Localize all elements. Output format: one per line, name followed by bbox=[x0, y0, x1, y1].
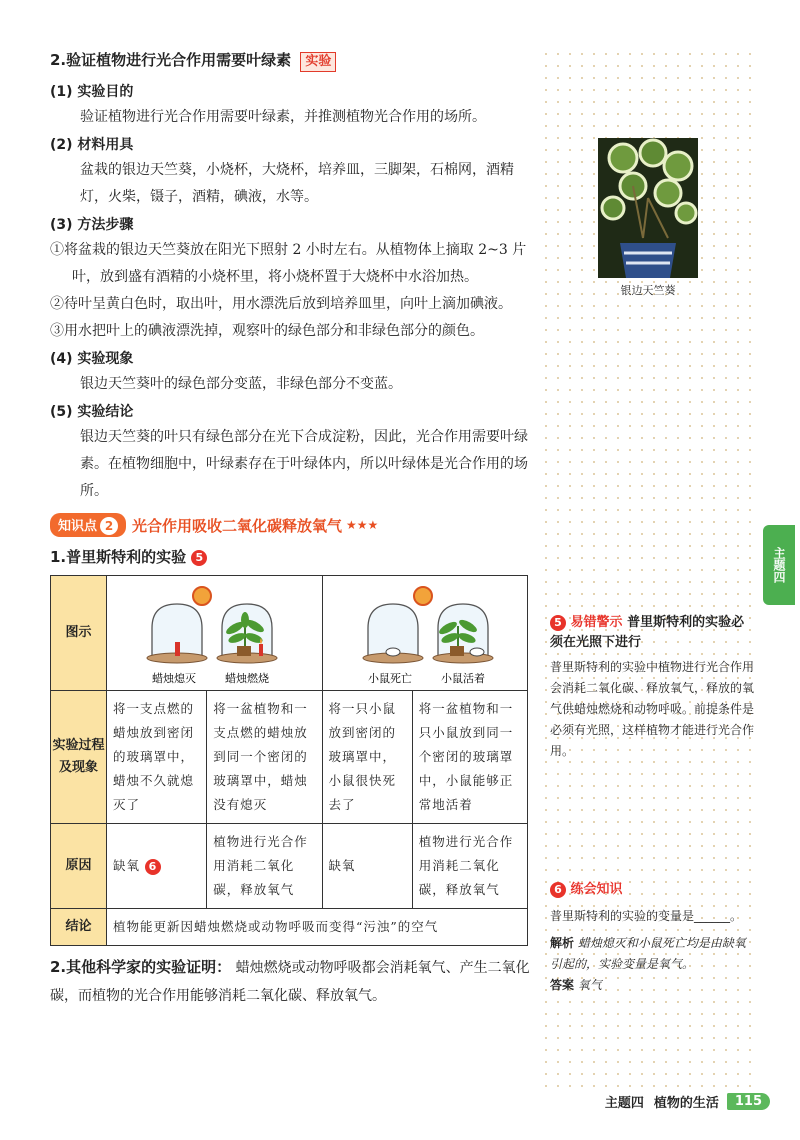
reason-cell-1 bbox=[107, 824, 207, 909]
other-scientists bbox=[50, 954, 530, 1010]
warning-box bbox=[550, 613, 755, 762]
footer-title: 植物的生活 bbox=[653, 1096, 719, 1111]
knowledge-point-header bbox=[50, 513, 530, 537]
step-2: ②待叶呈黄白色时，取出叶，用水漂洗后放到培养皿里，向叶上滴加碘液。 bbox=[50, 296, 512, 312]
warning-text: 普里斯特利的实验中植物进行光合作用会消耗二氧化碳、释放氧气，释放的氧气供蜡烛燃烧和动物呼吸。前提条件是必须有光照，这样植物才能进行光合作用。 bbox=[550, 660, 755, 758]
subheading-steps: (3) 方法步骤 bbox=[50, 217, 134, 233]
warning-label: 易错警示 bbox=[570, 615, 623, 630]
reason-cell-4: 植物进行光合作用消耗二氧化碳，释放氧气 bbox=[412, 824, 527, 909]
pot-icon bbox=[450, 646, 464, 656]
sun-icon bbox=[193, 587, 211, 605]
subheading-phenomenon: (4) 实验现象 bbox=[50, 351, 134, 367]
illustration-candles bbox=[107, 576, 323, 691]
illustration-mice bbox=[322, 576, 528, 691]
mouse-illustration bbox=[323, 576, 538, 691]
geranium-photo bbox=[598, 138, 698, 278]
mouse-icon bbox=[470, 648, 484, 656]
caption-mouse-dead: 小鼠死亡 bbox=[367, 672, 412, 685]
reason-1-text: 缺氧 bbox=[113, 858, 141, 873]
row-label-illustration: 图示 bbox=[51, 576, 107, 691]
candle-illustration bbox=[107, 576, 312, 691]
caption-mouse-alive: 小鼠活着 bbox=[440, 672, 485, 685]
candle-icon bbox=[175, 642, 180, 656]
candle-icon bbox=[259, 644, 263, 656]
section-title bbox=[50, 48, 530, 72]
proc-cell-1: 将一支点燃的蜡烛放到密闭的玻璃罩中，蜡烛不久就熄灭了 bbox=[107, 691, 207, 824]
proc-cell-2: 将一盆植物和一支点燃的蜡烛放到同一个密闭的玻璃罩中，蜡烛没有熄灭 bbox=[207, 691, 322, 824]
main-column bbox=[50, 48, 530, 1010]
purpose-text: 验证植物进行光合作用需要叶绿素，并推测植物光合作用的场所。 bbox=[80, 109, 486, 125]
practice-question: 普里斯特利的实验的变量是______。 bbox=[550, 909, 743, 923]
answer-line bbox=[550, 975, 755, 996]
conclusion-cell: 植物能更新因蜡烛燃烧或动物呼吸而变得“污浊”的空气 bbox=[107, 909, 528, 946]
page-number: 115 bbox=[727, 1093, 770, 1110]
experiment-tag: 实验 bbox=[300, 52, 336, 72]
kp-badge-label: 知识点 bbox=[58, 519, 98, 534]
section-title-text: 2.验证植物进行光合作用需要叶绿素 bbox=[50, 51, 292, 69]
practice-label: 练会知识 bbox=[570, 882, 623, 897]
practice-number: 6 bbox=[550, 882, 566, 898]
practice-box bbox=[550, 880, 755, 996]
caption-candle-burn: 蜡烛燃烧 bbox=[225, 672, 269, 685]
page-footer bbox=[605, 1092, 770, 1111]
proc-cell-3: 将一只小鼠放到密闭的玻璃罩中，小鼠很快死去了 bbox=[322, 691, 412, 824]
analysis-line bbox=[550, 933, 755, 975]
footer-theme: 主题四 bbox=[604, 1096, 644, 1111]
phenomenon-text: 银边天竺葵叶的绿色部分变蓝，非绿色部分不变蓝。 bbox=[80, 376, 402, 392]
other-scientists-text: 蜡烛燃烧或动物呼吸都会消耗氧气、产生二氧化碳，而植物的光合作用能够消耗二氧化碳、释放氧气。 bbox=[50, 960, 530, 1004]
side-theme-tab: 主题四 bbox=[763, 525, 795, 605]
photo-caption: 银边天竺葵 bbox=[620, 284, 676, 297]
subheading-conclusion: (5) 实验结论 bbox=[50, 404, 134, 420]
materials-text: 盆栽的银边天竺葵，小烧杯，大烧杯，培养皿，三脚架，石棉网，酒精灯，火柴，镊子，酒精，碘液，水等。 bbox=[80, 162, 514, 205]
priestley-table bbox=[50, 575, 528, 946]
row-label-reason: 原因 bbox=[51, 824, 107, 909]
knowledge-point-badge bbox=[50, 513, 126, 537]
proc-cell-4: 将一盆植物和一只小鼠放到同一个密闭的玻璃罩中，小鼠能够正常地活着 bbox=[412, 691, 527, 824]
answer-text: 氧气 bbox=[577, 978, 602, 992]
subheading-materials: (2) 材料用具 bbox=[50, 137, 134, 153]
warning-number: 5 bbox=[550, 615, 566, 631]
kp-stars: ★★★ bbox=[346, 518, 379, 532]
reason-cell-3: 缺氧 bbox=[322, 824, 412, 909]
analysis-text: 蜡烛熄灭和小鼠死亡均是由缺氧引起的，实验变量是氧气。 bbox=[550, 936, 746, 971]
analysis-label: 解析 bbox=[550, 936, 575, 950]
pot-icon bbox=[237, 646, 251, 656]
mark-5: 5 bbox=[191, 550, 207, 566]
kp-title: 光合作用吸收二氧化碳释放氧气 bbox=[132, 516, 343, 535]
mouse-icon bbox=[386, 648, 400, 656]
practice-title bbox=[550, 880, 755, 900]
priestley-title-text: 1.普里斯特利的实验 bbox=[50, 548, 187, 566]
warning-title bbox=[550, 613, 755, 653]
conclusion-text: 银边天竺葵的叶只有绿色部分在光下合成淀粉，因此，光合作用需要叶绿素。在植物细胞中，叶绿素存在于叶绿体内，所以叶绿体是光合作用的场所。 bbox=[80, 429, 528, 499]
reason-cell-2: 植物进行光合作用消耗二氧化碳，释放氧气 bbox=[207, 824, 322, 909]
answer-label: 答案 bbox=[550, 978, 575, 992]
mark-6: 6 bbox=[145, 859, 161, 875]
subheading-purpose: (1) 实验目的 bbox=[50, 84, 134, 100]
row-label-conclusion: 结论 bbox=[51, 909, 107, 946]
step-1: ①将盆栽的银边天竺葵放在阳光下照射 2 小时左右。从植物体上摘取 2~3 片叶，放到盛有酒精的小烧杯里，将小烧杯置于大烧杯中水浴加热。 bbox=[50, 242, 527, 285]
caption-candle-out: 蜡烛熄灭 bbox=[152, 672, 196, 685]
kp-number: 2 bbox=[100, 517, 118, 535]
sun-icon bbox=[414, 587, 432, 605]
sidebar bbox=[540, 48, 760, 1088]
step-3: ③用水把叶上的碘液漂洗掉，观察叶的绿色部分和非绿色部分的颜色。 bbox=[50, 323, 484, 339]
warning-heading: 普里斯特利的实验必须在光照下进行 bbox=[550, 615, 745, 650]
other-scientists-title: 2.其他科学家的实验证明： bbox=[50, 958, 232, 976]
priestley-title bbox=[50, 545, 530, 569]
row-label-process: 实验过程及现象 bbox=[51, 691, 107, 824]
